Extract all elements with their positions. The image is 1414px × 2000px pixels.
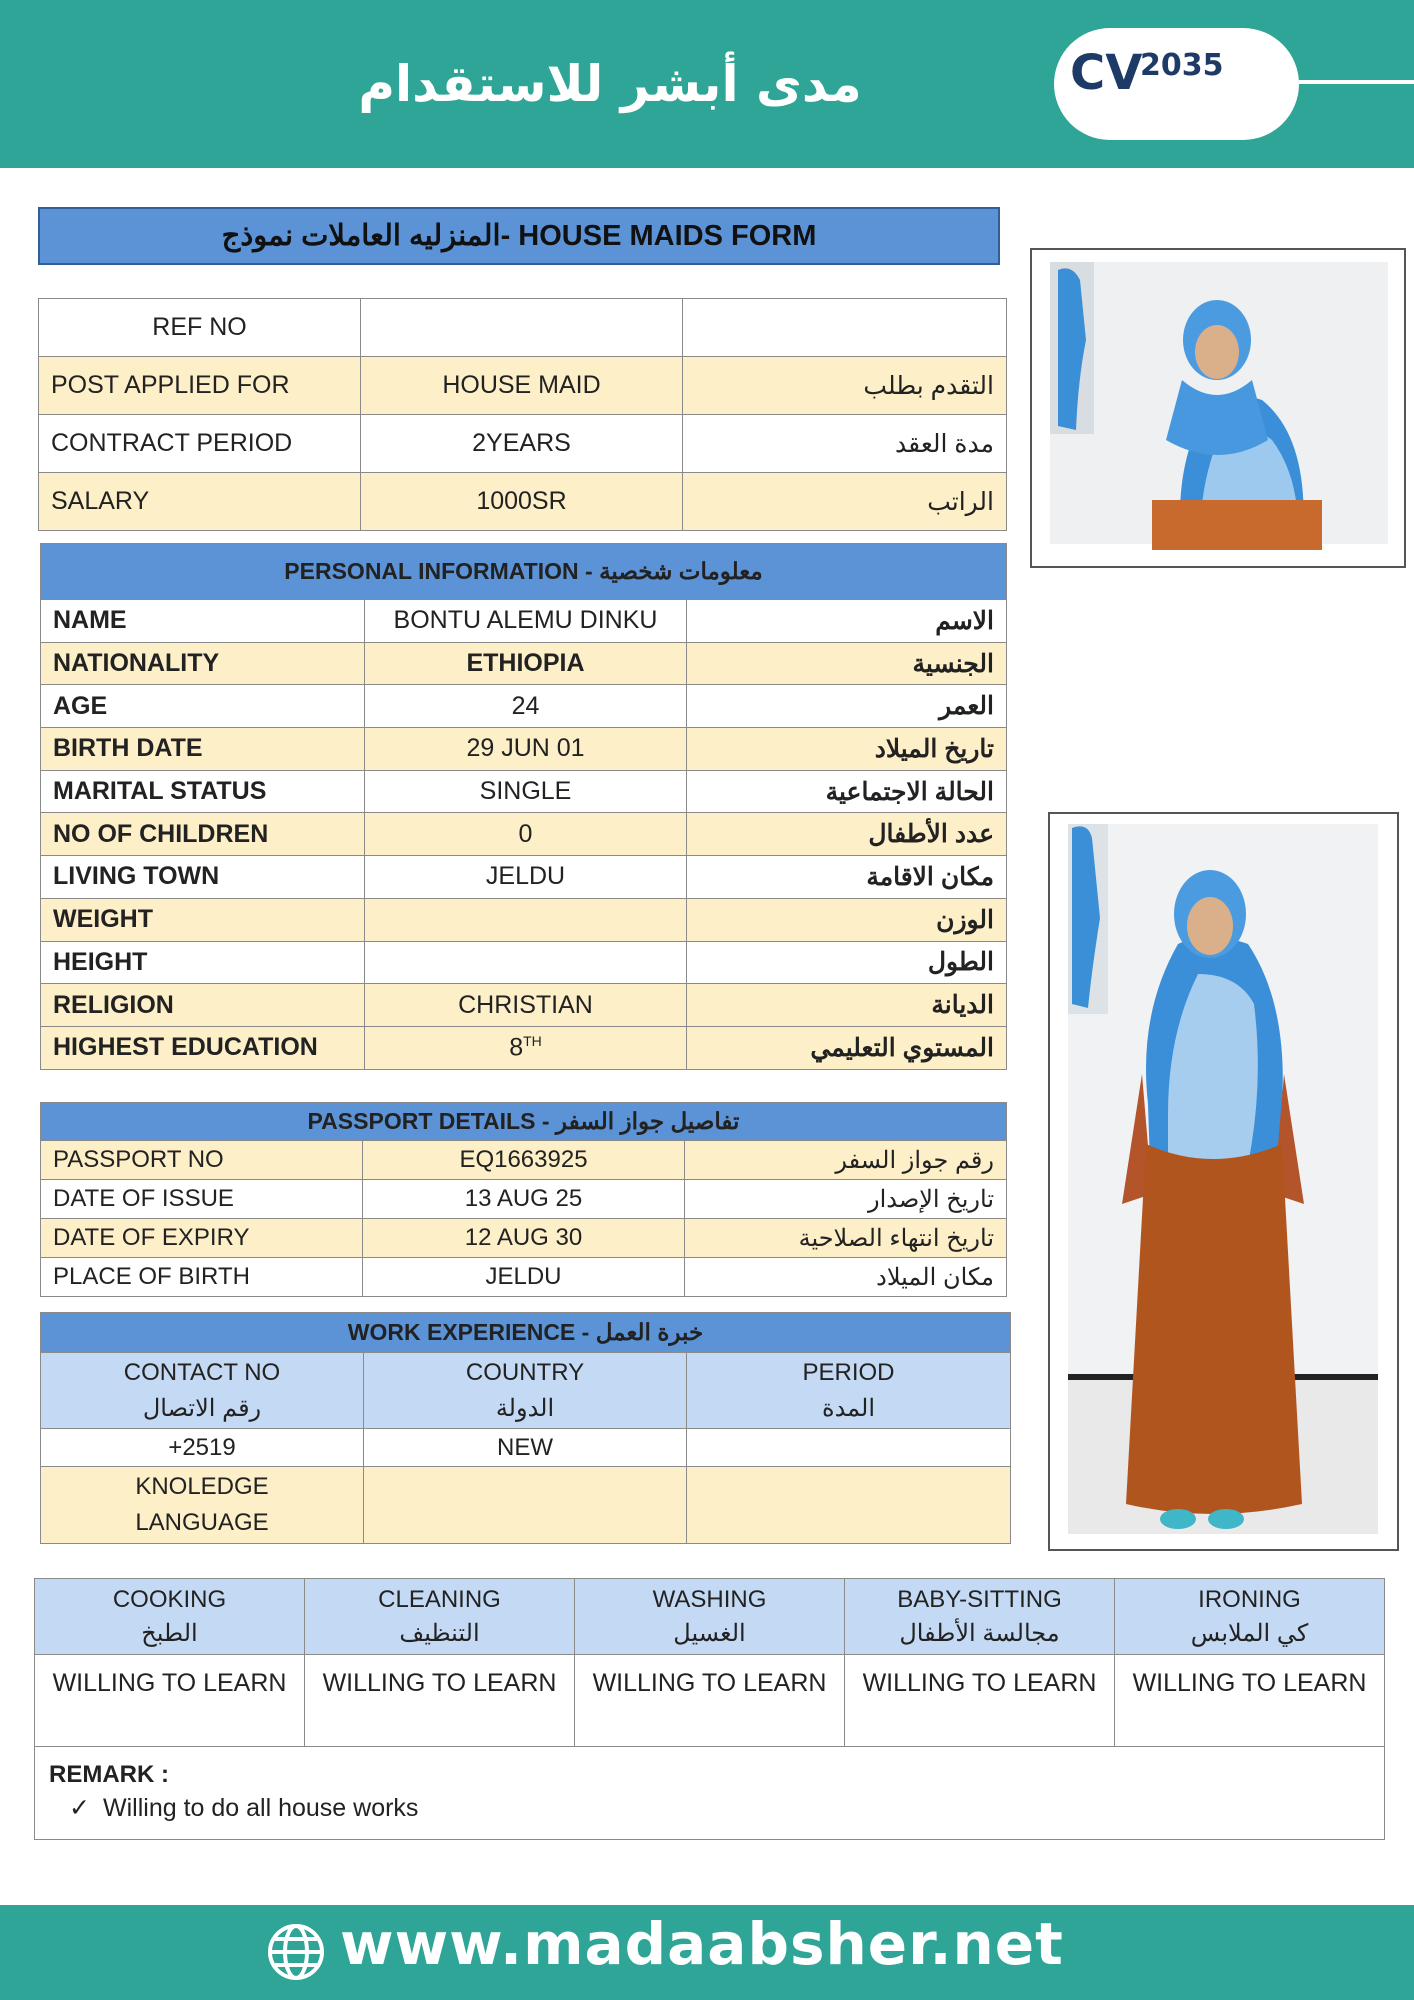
job-value: 1000SR [361,473,683,531]
skills-header-row [35,1579,1385,1655]
job-label-ar [683,299,1007,357]
passport-value: 13 AUG 25 [363,1180,685,1219]
personal-label-ar: مكان الاقامة [687,856,1007,899]
personal-label: AGE [41,685,365,728]
cv-number: 2035 [1140,48,1224,83]
personal-row [41,600,1007,643]
personal-row [41,770,1007,813]
skill-value: WILLING TO LEARN [1115,1655,1385,1747]
passport-label-ar: رقم جواز السفر [685,1141,1007,1180]
passport-heading-row [41,1103,1007,1141]
skill-header [575,1579,845,1655]
work-heading: WORK EXPERIENCE - خبرة العمل [41,1313,1011,1353]
remark-label: REMARK : [49,1761,169,1788]
work-column-ar: الدولة [495,1394,555,1422]
skill-name-en: IRONING [1198,1585,1301,1613]
personal-row [41,1026,1007,1069]
personal-row [41,941,1007,984]
job-row [39,473,1007,531]
personal-label: NAME [41,600,365,643]
personal-row [41,898,1007,941]
passport-value: JELDU [363,1258,685,1297]
personal-value: 29 JUN 01 [365,728,687,771]
personal-value: 0 [365,813,687,856]
knowledge-row [41,1467,1011,1544]
personal-label: NATIONALITY [41,642,365,685]
job-label: CONTRACT PERIOD [39,415,361,473]
knowledge-cell [364,1467,687,1544]
skill-name-ar: التنظيف [399,1619,480,1647]
passport-row [41,1258,1007,1297]
job-row [39,415,1007,473]
education-value-suffix: TH [523,1033,542,1050]
passport-row [41,1219,1007,1258]
skill-name-en: WASHING [652,1585,767,1613]
personal-label-ar: الطول [687,941,1007,984]
passport-table [40,1102,1007,1297]
skill-header [845,1579,1115,1655]
work-experience-table [40,1312,1011,1544]
full-body-photo [1048,812,1399,1551]
work-data-row [41,1429,1011,1467]
skill-name-ar: الغسيل [673,1619,746,1647]
education-value: 8 [509,1033,524,1062]
personal-label: HEIGHT [41,941,365,984]
passport-heading: PASSPORT DETAILS - تفاصيل جواز السفر [41,1103,1007,1141]
work-heading-row [41,1313,1011,1353]
remark-text: Willing to do all house works [103,1794,419,1822]
passport-label: PLACE OF BIRTH [41,1258,363,1297]
passport-row [41,1141,1007,1180]
work-column-header [41,1353,364,1429]
skill-name-en: BABY-SITTING [897,1585,1062,1613]
passport-label-ar: تاريخ الإصدار [685,1180,1007,1219]
personal-row [41,856,1007,899]
language-label: LANGUAGE [135,1509,269,1536]
personal-label: LIVING TOWN [41,856,365,899]
personal-value: JELDU [365,856,687,899]
form-title: المنزليه العاملات نموذج- HOUSE MAIDS FORM [38,207,1000,265]
remark-item [49,1793,1370,1823]
work-column-header [687,1353,1011,1429]
personal-label-ar: الحالة الاجتماعية [687,770,1007,813]
skill-header [305,1579,575,1655]
header-divider-line [1299,80,1414,84]
work-column-en: PERIOD [802,1358,895,1386]
cv-label: CV [1070,45,1143,101]
personal-value: SINGLE [365,770,687,813]
personal-value [365,898,687,941]
full-body-photo-image [1050,814,1397,1549]
skills-value-row [35,1655,1385,1747]
passport-value: 12 AUG 30 [363,1219,685,1258]
personal-label: HIGHEST EDUCATION [41,1026,365,1069]
personal-info-heading: PERSONAL INFORMATION - معلومات شخصية [41,544,1007,600]
passport-label-ar: تاريخ انتهاء الصلاحية [685,1219,1007,1258]
work-period-value [687,1429,1011,1467]
personal-value [365,941,687,984]
skill-header [35,1579,305,1655]
job-label: SALARY [39,473,361,531]
personal-value: ETHIOPIA [365,642,687,685]
job-value [361,299,683,357]
personal-row [41,642,1007,685]
job-row [39,299,1007,357]
personal-label-ar: الجنسية [687,642,1007,685]
skill-name-ar: الطبخ [141,1619,198,1647]
job-label: POST APPLIED FOR [39,357,361,415]
job-value: HOUSE MAID [361,357,683,415]
work-column-header [364,1353,687,1429]
job-table [38,298,1007,531]
job-label-ar: التقدم بطلب [683,357,1007,415]
work-column-en: COUNTRY [465,1358,585,1386]
personal-label-ar: الوزن [687,898,1007,941]
job-label-ar: الراتب [683,473,1007,531]
skill-name-ar: كي الملابس [1190,1619,1309,1647]
globe-icon [266,1922,326,1982]
skill-value: WILLING TO LEARN [575,1655,845,1747]
personal-info-heading-row [41,544,1007,600]
work-column-ar: رقم الاتصال [142,1394,262,1422]
portrait-photo-image [1032,250,1404,566]
work-column-ar: المدة [822,1394,876,1422]
passport-row [41,1180,1007,1219]
skill-name-en: COOKING [112,1585,227,1613]
personal-label: BIRTH DATE [41,728,365,771]
skill-value: WILLING TO LEARN [305,1655,575,1747]
job-label: REF NO [39,299,361,357]
work-column-headers [41,1353,1011,1429]
personal-label-ar: عدد الأطفال [687,813,1007,856]
personal-value: BONTU ALEMU DINKU [365,600,687,643]
skills-table [34,1578,1385,1840]
personal-label: MARITAL STATUS [41,770,365,813]
personal-value: CHRISTIAN [365,984,687,1027]
work-contact-value: +2519 [41,1429,364,1467]
passport-value: EQ1663925 [363,1141,685,1180]
knowledge-language-label [41,1467,364,1544]
remark-row [35,1747,1385,1840]
personal-value: 24 [365,685,687,728]
personal-label-ar: المستوي التعليمي [687,1026,1007,1069]
passport-label: DATE OF EXPIRY [41,1219,363,1258]
job-value: 2YEARS [361,415,683,473]
personal-label: NO OF CHILDREN [41,813,365,856]
work-column-en: CONTACT NO [123,1358,281,1386]
personal-row [41,984,1007,1027]
job-label-ar: مدة العقد [683,415,1007,473]
check-icon: ✓ [69,1794,90,1822]
personal-label-ar: الاسم [687,600,1007,643]
knowledge-label: KNOLEDGE [135,1473,269,1500]
personal-info-table [40,543,1007,1070]
personal-label: RELIGION [41,984,365,1027]
personal-label-ar: تاريخ الميلاد [687,728,1007,771]
passport-label-ar: مكان الميلاد [685,1258,1007,1297]
personal-label-ar: العمر [687,685,1007,728]
passport-label: DATE OF ISSUE [41,1180,363,1219]
skill-value: WILLING TO LEARN [35,1655,305,1747]
skill-name-ar: مجالسة الأطفال [899,1619,1060,1647]
remark-cell [35,1747,1385,1840]
portrait-photo [1030,248,1406,568]
knowledge-cell [687,1467,1011,1544]
skill-header [1115,1579,1385,1655]
personal-value [365,1026,687,1069]
website-url-link[interactable]: www.madaabsher.net [340,1910,1064,1978]
job-row [39,357,1007,415]
brand-title: مدى أبشر للاستقدام [358,55,862,113]
personal-row [41,728,1007,771]
personal-row [41,685,1007,728]
skill-value: WILLING TO LEARN [845,1655,1115,1747]
passport-label: PASSPORT NO [41,1141,363,1180]
personal-row [41,813,1007,856]
personal-label: WEIGHT [41,898,365,941]
personal-label-ar: الديانة [687,984,1007,1027]
skill-name-en: CLEANING [378,1585,501,1613]
work-country-value: NEW [364,1429,687,1467]
